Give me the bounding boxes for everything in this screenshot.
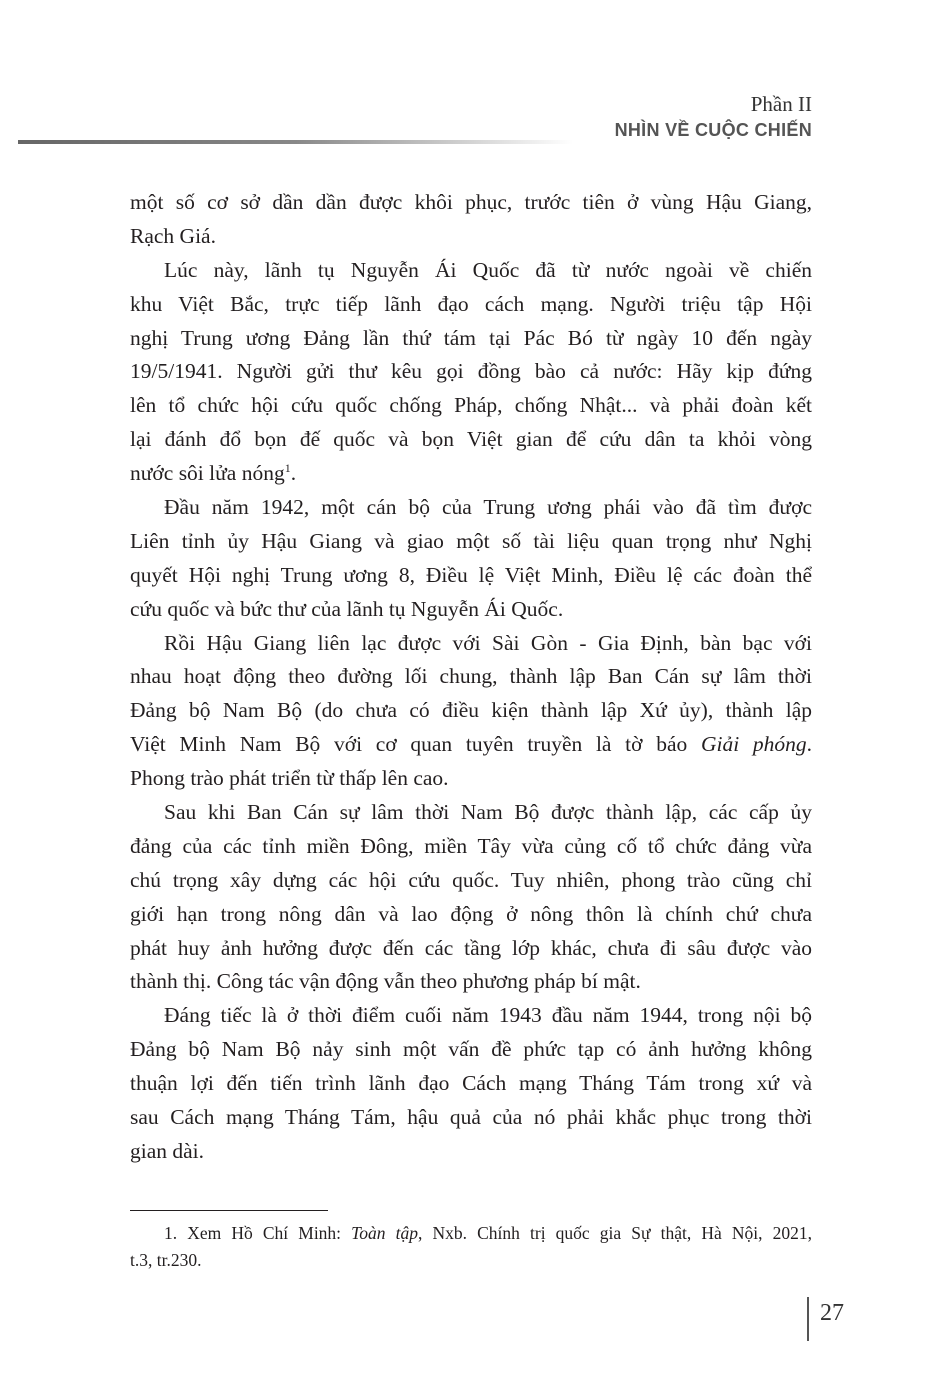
footnote (130, 1220, 812, 1274)
text-span: Đảng bộ Nam Bộ nảy sinh một vấn đề phức tạp có ảnh hưởng không (130, 1037, 812, 1062)
text-span: giới hạn trong nông dân và lao động ở nông thôn là chính chứ chưa (130, 901, 812, 926)
text-line (130, 999, 812, 1033)
text-line (130, 389, 812, 423)
text-line (130, 220, 812, 254)
paragraph (130, 627, 812, 796)
text-line (130, 186, 812, 220)
body-text (130, 186, 812, 1169)
running-header-title: NHÌN VỀ CUỘC CHIẾN (614, 120, 812, 140)
text-line (130, 1067, 812, 1101)
text-span: phát huy ảnh hưởng được đến các tầng lớp khác, chưa đi sâu được vào (130, 935, 812, 960)
text-span: Đảng bộ Nam Bộ (do chưa có điều kiện thành lập Xứ ủy), thành lập (130, 698, 812, 723)
text-line (130, 864, 812, 898)
text-line (130, 254, 812, 288)
text-span: nước sôi lửa nóng (130, 461, 285, 486)
running-header-part: Phần II (750, 92, 812, 116)
text-span: 1. Xem Hồ Chí Minh: (164, 1223, 352, 1243)
text-line (130, 457, 812, 491)
text-line (130, 491, 812, 525)
text-span: chú trọng xây dựng các hội cứu quốc. Tuy nhiên, phong trào cũng chỉ (130, 867, 812, 892)
italic-text: Giải phóng (700, 732, 807, 757)
text-line (130, 965, 812, 999)
text-line (130, 762, 812, 796)
text-span: một số cơ sở dần dần được khôi phục, trước tiên ở vùng Hậu Giang, (130, 190, 812, 214)
text-span: cứu quốc và bức thư của lãnh tụ Nguyễn Ái Quốc. (130, 596, 564, 621)
text-span: lại đánh đổ bọn đế quốc và bọn Việt gian để cứu dân ta khỏi vòng (130, 427, 812, 452)
text-span: gian dài. (130, 1138, 205, 1163)
text-span: nghị Trung ương Đảng lần thứ tám tại Pác Bó từ ngày 10 đến ngày (130, 325, 812, 350)
text-line (130, 288, 812, 322)
text-span: Rạch Giá. (130, 223, 216, 248)
page-number-bar (807, 1297, 809, 1341)
text-line (130, 559, 812, 593)
text-span: . (290, 461, 297, 486)
header-rule (18, 140, 573, 144)
text-span: thành thị. Công tác vận động vẫn theo phương pháp bí mật. (130, 969, 641, 994)
footnote-ref: 1 (284, 460, 291, 475)
text-span: đảng của các tỉnh miền Đông, miền Tây vừa củng cố tổ chức đảng vừa (130, 833, 812, 858)
text-span: Việt Minh Nam Bộ với cơ quan tuyên truyền là tờ báo (130, 732, 701, 757)
text-span: sau Cách mạng Tháng Tám, hậu quả của nó phải khắc phục trong thời (130, 1105, 812, 1130)
text-span: . (806, 732, 812, 757)
text-span: lên tổ chức hội cứu quốc chống Pháp, chống Nhật... và phải đoàn kết (130, 393, 812, 418)
paragraph (130, 491, 812, 627)
text-line (130, 322, 812, 356)
text-line (130, 1247, 812, 1274)
text-span: Rồi Hậu Giang liên lạc được với Sài Gòn - Gia Định, bàn bạc với (164, 630, 812, 655)
text-span: Lúc này, lãnh tụ Nguyễn Ái Quốc đã từ nước ngoài về chiến (164, 257, 812, 282)
text-span: Phong trào phát triển từ thấp lên cao. (130, 766, 449, 791)
text-line (130, 627, 812, 661)
footnote-separator (130, 1210, 328, 1211)
text-span: khu Việt Bắc, trực tiếp lãnh đạo cách mạng. Người triệu tập Hội (130, 291, 812, 316)
text-span: Đầu năm 1942, một cán bộ của Trung ương phái vào đã tìm được (164, 495, 812, 520)
text-span: 19/5/1941. Người gửi thư kêu gọi đồng bào cả nước: Hãy kịp đứng (130, 359, 812, 384)
text-line (130, 796, 812, 830)
italic-text: Toàn tập (351, 1223, 419, 1243)
text-line (130, 932, 812, 966)
text-line (130, 1135, 812, 1169)
text-line (130, 694, 812, 728)
text-line (130, 423, 812, 457)
text-line (130, 355, 812, 389)
text-line (130, 1220, 812, 1247)
text-span: Đáng tiếc là ở thời điểm cuối năm 1943 đầu năm 1944, trong nội bộ (164, 1003, 812, 1028)
text-line (130, 728, 812, 762)
text-span: , Nxb. Chính trị quốc gia Sự thật, Hà Nội, 2021, (418, 1223, 812, 1243)
text-line (130, 525, 812, 559)
text-line (130, 898, 812, 932)
page-number: 27 (820, 1300, 844, 1326)
text-line (130, 1101, 812, 1135)
text-line (130, 830, 812, 864)
text-span: t.3, tr.230. (130, 1250, 202, 1270)
text-span: nhau hoạt động theo đường lối chung, thành lập Ban Cán sự lâm thời (130, 664, 812, 689)
paragraph (130, 796, 812, 999)
paragraph (130, 254, 812, 491)
paragraph (130, 999, 812, 1168)
text-line (130, 660, 812, 694)
text-span: thuận lợi đến tiến trình lãnh đạo Cách mạng Tháng Tám trong xứ và (130, 1071, 812, 1096)
paragraph (130, 186, 812, 254)
text-span: Liên tỉnh ủy Hậu Giang và giao một số tài liệu quan trọng như Nghị (130, 528, 812, 553)
text-span: quyết Hội nghị Trung ương 8, Điều lệ Việt Minh, Điều lệ các đoàn thể (130, 562, 812, 587)
text-span: Sau khi Ban Cán sự lâm thời Nam Bộ được thành lập, các cấp ủy (164, 800, 812, 825)
text-line (130, 1033, 812, 1067)
text-line (130, 593, 812, 627)
